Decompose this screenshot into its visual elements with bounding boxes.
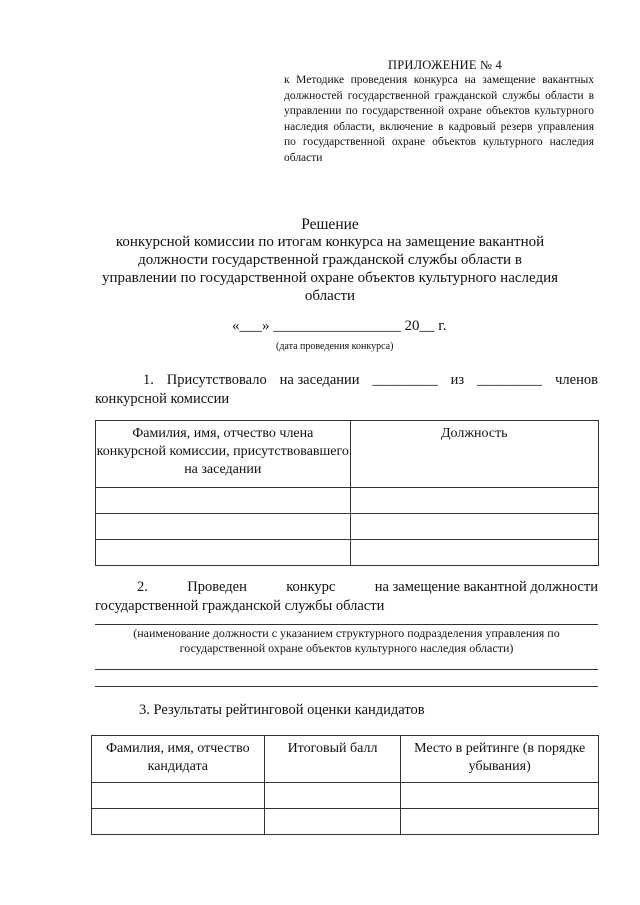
section-1-word: из (450, 372, 465, 388)
position-name-hint: (наименование должности с указанием структурного подразделения управления по государственной охране объектов культурного наследия области) (133, 626, 560, 655)
table-cell[interactable] (350, 514, 598, 540)
section-2-word: на замещение вакантной должности (374, 579, 598, 595)
section-1 (95, 371, 598, 409)
section-2-line-1 (95, 578, 598, 597)
section-1-line-2: конкурсной комиссии (95, 391, 230, 407)
section-1-word: на заседании (279, 372, 360, 388)
section-3-title: 3. Результаты рейтинговой оценки кандидатов (139, 702, 425, 718)
column-header-final-score: Итоговый балл (264, 736, 401, 783)
candidate-rating-table (91, 735, 599, 835)
section-1-line-1 (95, 371, 598, 390)
date-line: «___» _________________ 20__ г. (232, 318, 447, 334)
section-2-word: конкурс (286, 579, 336, 595)
table-cell[interactable] (92, 783, 265, 809)
table-cell[interactable] (264, 809, 401, 835)
section-1-number: 1. (143, 372, 154, 388)
table-cell[interactable] (96, 514, 351, 540)
present-count-blank: _________ (372, 372, 438, 388)
column-header-rating-place: Место в рейтинге (в порядке убывания) (401, 736, 599, 783)
column-header-candidate-name: Фамилия, имя, отчество кандидата (92, 736, 265, 783)
table-row (96, 514, 599, 540)
commission-members-table (95, 420, 599, 566)
section-2-number: 2. (137, 579, 148, 595)
column-header-member-name: Фамилия, имя, отчество члена конкурсной комиссии, присутствовавшего на заседании (96, 421, 351, 488)
table-row (92, 783, 599, 809)
table-header-row (96, 421, 599, 488)
fill-line[interactable] (95, 686, 598, 687)
table-cell[interactable] (401, 809, 599, 835)
date-hint: (дата проведения конкурса) (276, 341, 394, 352)
section-1-word: Присутствовало (166, 372, 267, 388)
table-cell[interactable] (350, 540, 598, 566)
appendix-reference: к Методике проведения конкурса на замещение вакантных должностей государственной гражданской службы области в управлении по государственной охране объектов культурного наследия области, включение в кадровый резерв управления по государственной охране объектов культурного наследия области (284, 74, 594, 164)
position-name-fill-line[interactable] (95, 624, 598, 625)
table-row (96, 488, 599, 514)
section-2 (95, 578, 598, 616)
table-cell[interactable] (92, 809, 265, 835)
appendix-title: ПРИЛОЖЕНИЕ № 4 (388, 58, 502, 72)
decision-heading: Решение (301, 216, 359, 233)
column-header-position: Должность (350, 421, 598, 488)
table-row (92, 809, 599, 835)
section-2-word: Проведен (187, 579, 247, 595)
table-row (96, 540, 599, 566)
total-count-blank: _________ (476, 372, 543, 388)
table-header-row (92, 736, 599, 783)
table-cell[interactable] (264, 783, 401, 809)
table-cell[interactable] (96, 488, 351, 514)
table-cell[interactable] (350, 488, 598, 514)
section-1-word: членов (555, 372, 598, 388)
table-cell[interactable] (401, 783, 599, 809)
decision-subheading: конкурсной комиссии по итогам конкурса на замещение вакантной должности государственной гражданской службы области в управлении по государственной охране объектов культурного наследия области (101, 234, 559, 304)
section-2-line-2: государственной гражданской службы области (95, 598, 385, 614)
fill-line[interactable] (95, 669, 598, 670)
table-cell[interactable] (96, 540, 351, 566)
